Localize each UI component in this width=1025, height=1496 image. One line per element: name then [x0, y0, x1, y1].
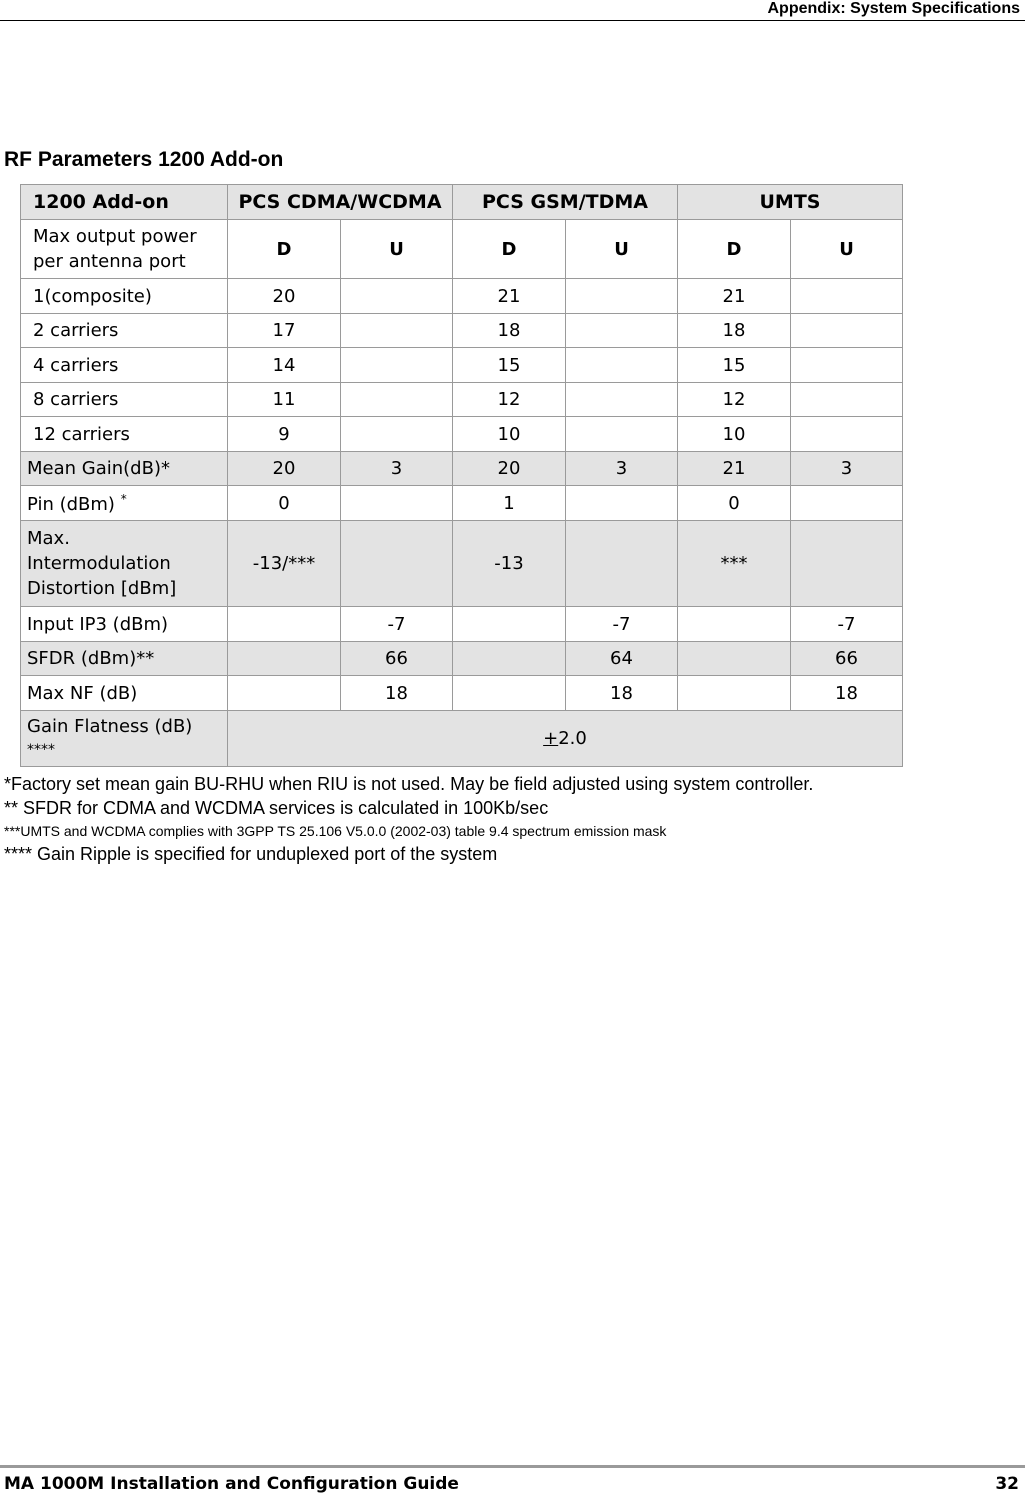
row-label: 1(composite) [21, 279, 228, 314]
table-cell: 18 [453, 314, 566, 348]
table-cell [341, 279, 453, 314]
table-cell [341, 348, 453, 383]
table-cell: 14 [228, 348, 341, 383]
du-header: D [453, 220, 566, 279]
table-cell: 9 [228, 417, 341, 452]
table-cell: 1 [453, 486, 566, 521]
table-cell: 20 [453, 452, 566, 486]
row-label: Max output power per antenna port [21, 220, 228, 279]
row-label: Input IP3 (dBm) [21, 607, 228, 642]
table-cell: 18 [566, 676, 678, 711]
gain-flatness-value [228, 711, 903, 767]
row-label-text: Pin (dBm) [27, 493, 115, 515]
row-label: 2 carriers [21, 314, 228, 348]
row-label: 12 carriers [21, 417, 228, 452]
table-cell: 3 [566, 452, 678, 486]
du-header: U [341, 220, 453, 279]
footer-title: MA 1000M Installation and Configuration Guide [4, 1474, 459, 1494]
footnote: ***UMTS and WCDMA complies with 3GPP TS 25.106 V5.0.0 (2002-03) table 9.4 spectrum emission mask [4, 823, 667, 839]
table-cell [341, 486, 453, 521]
du-header: D [228, 220, 341, 279]
table-cell [228, 676, 341, 711]
column-header: PCS CDMA/WCDMA [228, 185, 453, 220]
table-row [21, 486, 903, 521]
table-row [21, 279, 903, 314]
table-cell: 18 [678, 314, 791, 348]
table-row [21, 676, 903, 711]
table-cell [453, 607, 566, 642]
footnote: **** Gain Ripple is specified for unduplexed port of the system [4, 844, 498, 864]
row-label: Max NF (dB) [21, 676, 228, 711]
table-cell: -13 [453, 521, 566, 607]
row-label: Mean Gain(dB)* [21, 452, 228, 486]
row-label: 8 carriers [21, 383, 228, 417]
table-cell: 3 [791, 452, 903, 486]
table-cell [566, 279, 678, 314]
table-cell [791, 314, 903, 348]
table-cell [678, 642, 791, 676]
table-cell: 10 [453, 417, 566, 452]
table-cell: 12 [453, 383, 566, 417]
table-cell: 0 [228, 486, 341, 521]
row-label [21, 486, 228, 521]
table-cell [791, 521, 903, 607]
du-header: U [566, 220, 678, 279]
table-cell: 11 [228, 383, 341, 417]
table-cell [341, 383, 453, 417]
table-cell: 21 [453, 279, 566, 314]
du-header: D [678, 220, 791, 279]
table-cell: 64 [566, 642, 678, 676]
table-cell [791, 486, 903, 521]
table-cell [566, 314, 678, 348]
plus-minus-sign: + [543, 728, 559, 749]
table-cell: 10 [678, 417, 791, 452]
table-row [21, 607, 903, 642]
table-header-row [21, 185, 903, 220]
table-cell: 17 [228, 314, 341, 348]
table-cell: 66 [791, 642, 903, 676]
du-header: U [791, 220, 903, 279]
header-title: Appendix: System Specifications [767, 0, 1020, 17]
table-cell: 15 [453, 348, 566, 383]
table-cell: 20 [228, 452, 341, 486]
table-subheader-row [21, 220, 903, 279]
row-label: Max. Intermodulation Distortion [dBm] [21, 521, 228, 607]
table-cell: 15 [678, 348, 791, 383]
table-cell: 3 [341, 452, 453, 486]
table-cell [228, 607, 341, 642]
footnote: ** SFDR for CDMA and WCDMA services is calculated in 100Kb/sec [4, 798, 549, 818]
table-cell [566, 383, 678, 417]
table-cell: -7 [566, 607, 678, 642]
table-cell [791, 383, 903, 417]
column-header: UMTS [678, 185, 903, 220]
table-cell [566, 486, 678, 521]
section-title: RF Parameters 1200 Add-on [4, 148, 284, 171]
table-row [21, 348, 903, 383]
column-header: PCS GSM/TDMA [453, 185, 678, 220]
row-label [21, 711, 228, 767]
table-cell: 20 [228, 279, 341, 314]
table-cell: 66 [341, 642, 453, 676]
footnote-mark: * [120, 491, 127, 506]
table-cell: 21 [678, 452, 791, 486]
table-row [21, 452, 903, 486]
table-cell: -7 [341, 607, 453, 642]
table-cell [678, 676, 791, 711]
row-label-text: Gain Flatness (dB) [27, 716, 193, 737]
table-cell [678, 607, 791, 642]
table-cell [791, 417, 903, 452]
table-cell: -13/*** [228, 521, 341, 607]
table-row [21, 314, 903, 348]
footer-divider [0, 1465, 1025, 1468]
table-cell: 21 [678, 279, 791, 314]
table-cell [791, 279, 903, 314]
row-label: SFDR (dBm)** [21, 642, 228, 676]
page-header [0, 0, 1025, 21]
table-cell [341, 521, 453, 607]
row-label: 4 carriers [21, 348, 228, 383]
column-header: 1200 Add-on [21, 185, 228, 220]
footnotes [4, 772, 813, 866]
table-row [21, 417, 903, 452]
table-cell [341, 417, 453, 452]
table-cell [791, 348, 903, 383]
table-cell [228, 642, 341, 676]
table-cell [341, 314, 453, 348]
footnote-mark: **** [27, 742, 55, 758]
table-row [21, 383, 903, 417]
table-cell: 18 [341, 676, 453, 711]
table-row [21, 711, 903, 767]
page-number: 32 [995, 1474, 1019, 1494]
table-cell [453, 676, 566, 711]
gain-flatness-number: 2.0 [558, 728, 587, 749]
table-cell: *** [678, 521, 791, 607]
rf-parameters-table [20, 184, 903, 767]
table-cell [566, 417, 678, 452]
table-cell [566, 348, 678, 383]
footnote: *Factory set mean gain BU-RHU when RIU is not used. May be field adjusted using system controller. [4, 774, 814, 794]
table-row [21, 521, 903, 607]
table-row [21, 642, 903, 676]
table-cell: 18 [791, 676, 903, 711]
table-cell: 12 [678, 383, 791, 417]
table-cell: -7 [791, 607, 903, 642]
table-cell [453, 642, 566, 676]
table-cell: 0 [678, 486, 791, 521]
table-cell [566, 521, 678, 607]
